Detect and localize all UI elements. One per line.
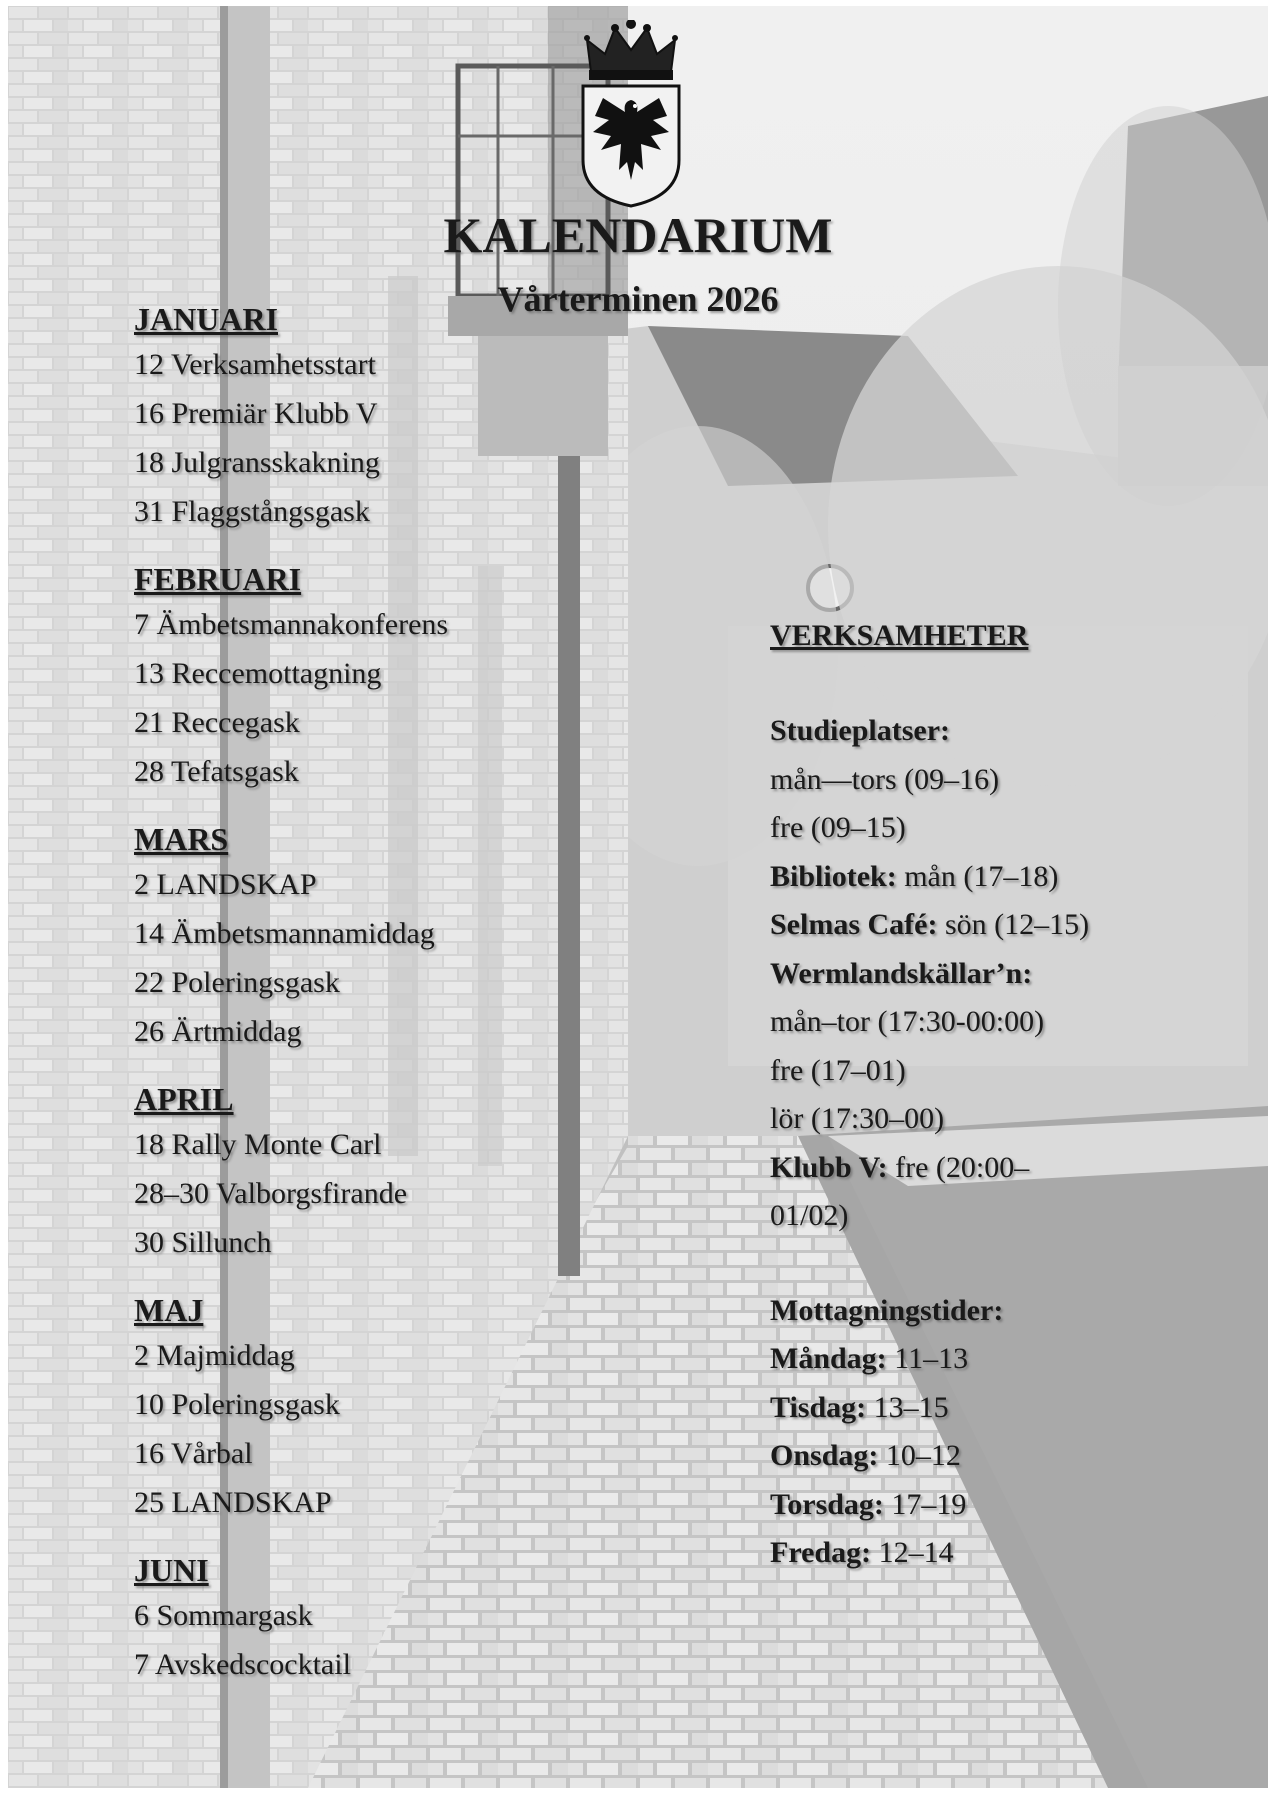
selmas-hours: sön (12–15) (937, 908, 1090, 941)
calendar-event: 12 Verksamhetsstart (134, 348, 376, 381)
reception-time: 13–15 (866, 1390, 949, 1424)
calendar-event: 13 Reccemottagning (134, 657, 382, 690)
month-heading: FEBRUARI (134, 561, 302, 597)
bibliotek-row (770, 853, 1240, 902)
klubbv-hours-cont: 01/02) (770, 1199, 849, 1232)
studieplatser-hours: mån—tors (09–16) (770, 762, 1000, 796)
section-heading-verksamheter: VERKSAMHETER (770, 619, 1029, 652)
month-block-april (134, 1078, 448, 1267)
calendar-event: 2 Majmiddag (134, 1339, 295, 1372)
klubbv-hours: fre (20:00– (887, 1150, 1030, 1184)
calendar-event: 7 Ämbetsmannakonferens (134, 608, 449, 641)
calendar-event: 16 Premiär Klubb V (134, 397, 378, 430)
reception-row (770, 1432, 1240, 1481)
page-subtitle: Vårterminen 2026 (497, 279, 779, 319)
calendar-event: 31 Flaggstångsgask (134, 495, 370, 528)
wermland-hours: lör (17:30–00) (770, 1102, 945, 1135)
month-heading: JUNI (134, 1552, 209, 1588)
reception-time: 10–12 (878, 1439, 961, 1472)
month-block-juni (134, 1549, 448, 1689)
calendar-event: 2 LANDSKAP (134, 868, 317, 901)
month-block-mars (134, 818, 448, 1056)
calendar-event: 25 LANDSKAP (134, 1486, 332, 1519)
calendar-event: 28–30 Valborgsfirande (134, 1177, 408, 1210)
wermland-label: Wermlandskällar’n: (770, 956, 1033, 990)
reception-row (770, 1481, 1240, 1530)
bibliotek-hours: mån (17–18) (896, 859, 1059, 893)
selmas-row (770, 901, 1240, 950)
calendar-event: 10 Poleringsgask (134, 1388, 340, 1421)
studieplatser-label: Studieplatser: (770, 714, 950, 747)
calendar-event: 28 Tefatsgask (134, 755, 299, 788)
calendar-event: 7 Avskedscocktail (134, 1648, 351, 1681)
wermland-hours: fre (17–01) (770, 1053, 906, 1087)
reception-day: Torsdag: (770, 1487, 884, 1521)
coat-of-arms-crest-icon (579, 20, 683, 208)
month-heading: APRIL (134, 1081, 234, 1117)
calendar-event: 18 Julgransskakning (134, 446, 380, 479)
calendar-event: 30 Sillunch (134, 1226, 272, 1259)
calendar-event: 18 Rally Monte Carl (134, 1128, 382, 1161)
reception-time: 11–13 (886, 1342, 969, 1375)
wermland-hours: mån–tor (17:30-00:00) (770, 1005, 1045, 1038)
reception-time: 17–19 (883, 1487, 967, 1521)
poster (8, 6, 1268, 1788)
calendar-list (134, 298, 448, 1711)
calendar-event: 26 Ärtmiddag (134, 1015, 302, 1048)
calendar-event: 16 Vårbal (134, 1437, 253, 1470)
calendar-event: 22 Poleringsgask (134, 966, 340, 999)
month-heading: MARS (134, 821, 229, 857)
reception-day: Tisdag: (770, 1390, 867, 1424)
calendar-event: 21 Reccegask (134, 706, 300, 739)
activities-panel (770, 612, 1240, 1578)
selmas-label: Selmas Café: (770, 908, 938, 941)
page-title: KALENDARIUM (443, 207, 833, 263)
reception-row (770, 1529, 1240, 1578)
reception-time: 12–14 (871, 1536, 954, 1569)
studieplatser-hours: fre (09–15) (770, 811, 906, 844)
bibliotek-label: Bibliotek: (770, 859, 897, 893)
klubbv-label: Klubb V: (770, 1150, 888, 1184)
klubbv-row (770, 1144, 1240, 1193)
reception-row (770, 1384, 1240, 1433)
reception-day: Måndag: (770, 1342, 887, 1375)
month-block-februari (134, 558, 448, 796)
reception-day: Onsdag: (770, 1439, 879, 1472)
calendar-event: 6 Sommargask (134, 1599, 313, 1632)
month-block-maj (134, 1289, 448, 1527)
month-heading: JANUARI (134, 301, 278, 337)
month-heading: MAJ (134, 1292, 204, 1328)
reception-day: Fredag: (770, 1536, 872, 1569)
calendar-event: 14 Ämbetsmannamiddag (134, 917, 435, 950)
reception-row (770, 1335, 1240, 1384)
month-block-januari (134, 298, 448, 536)
section-heading-mottagning: Mottagningstider: (770, 1293, 1004, 1327)
